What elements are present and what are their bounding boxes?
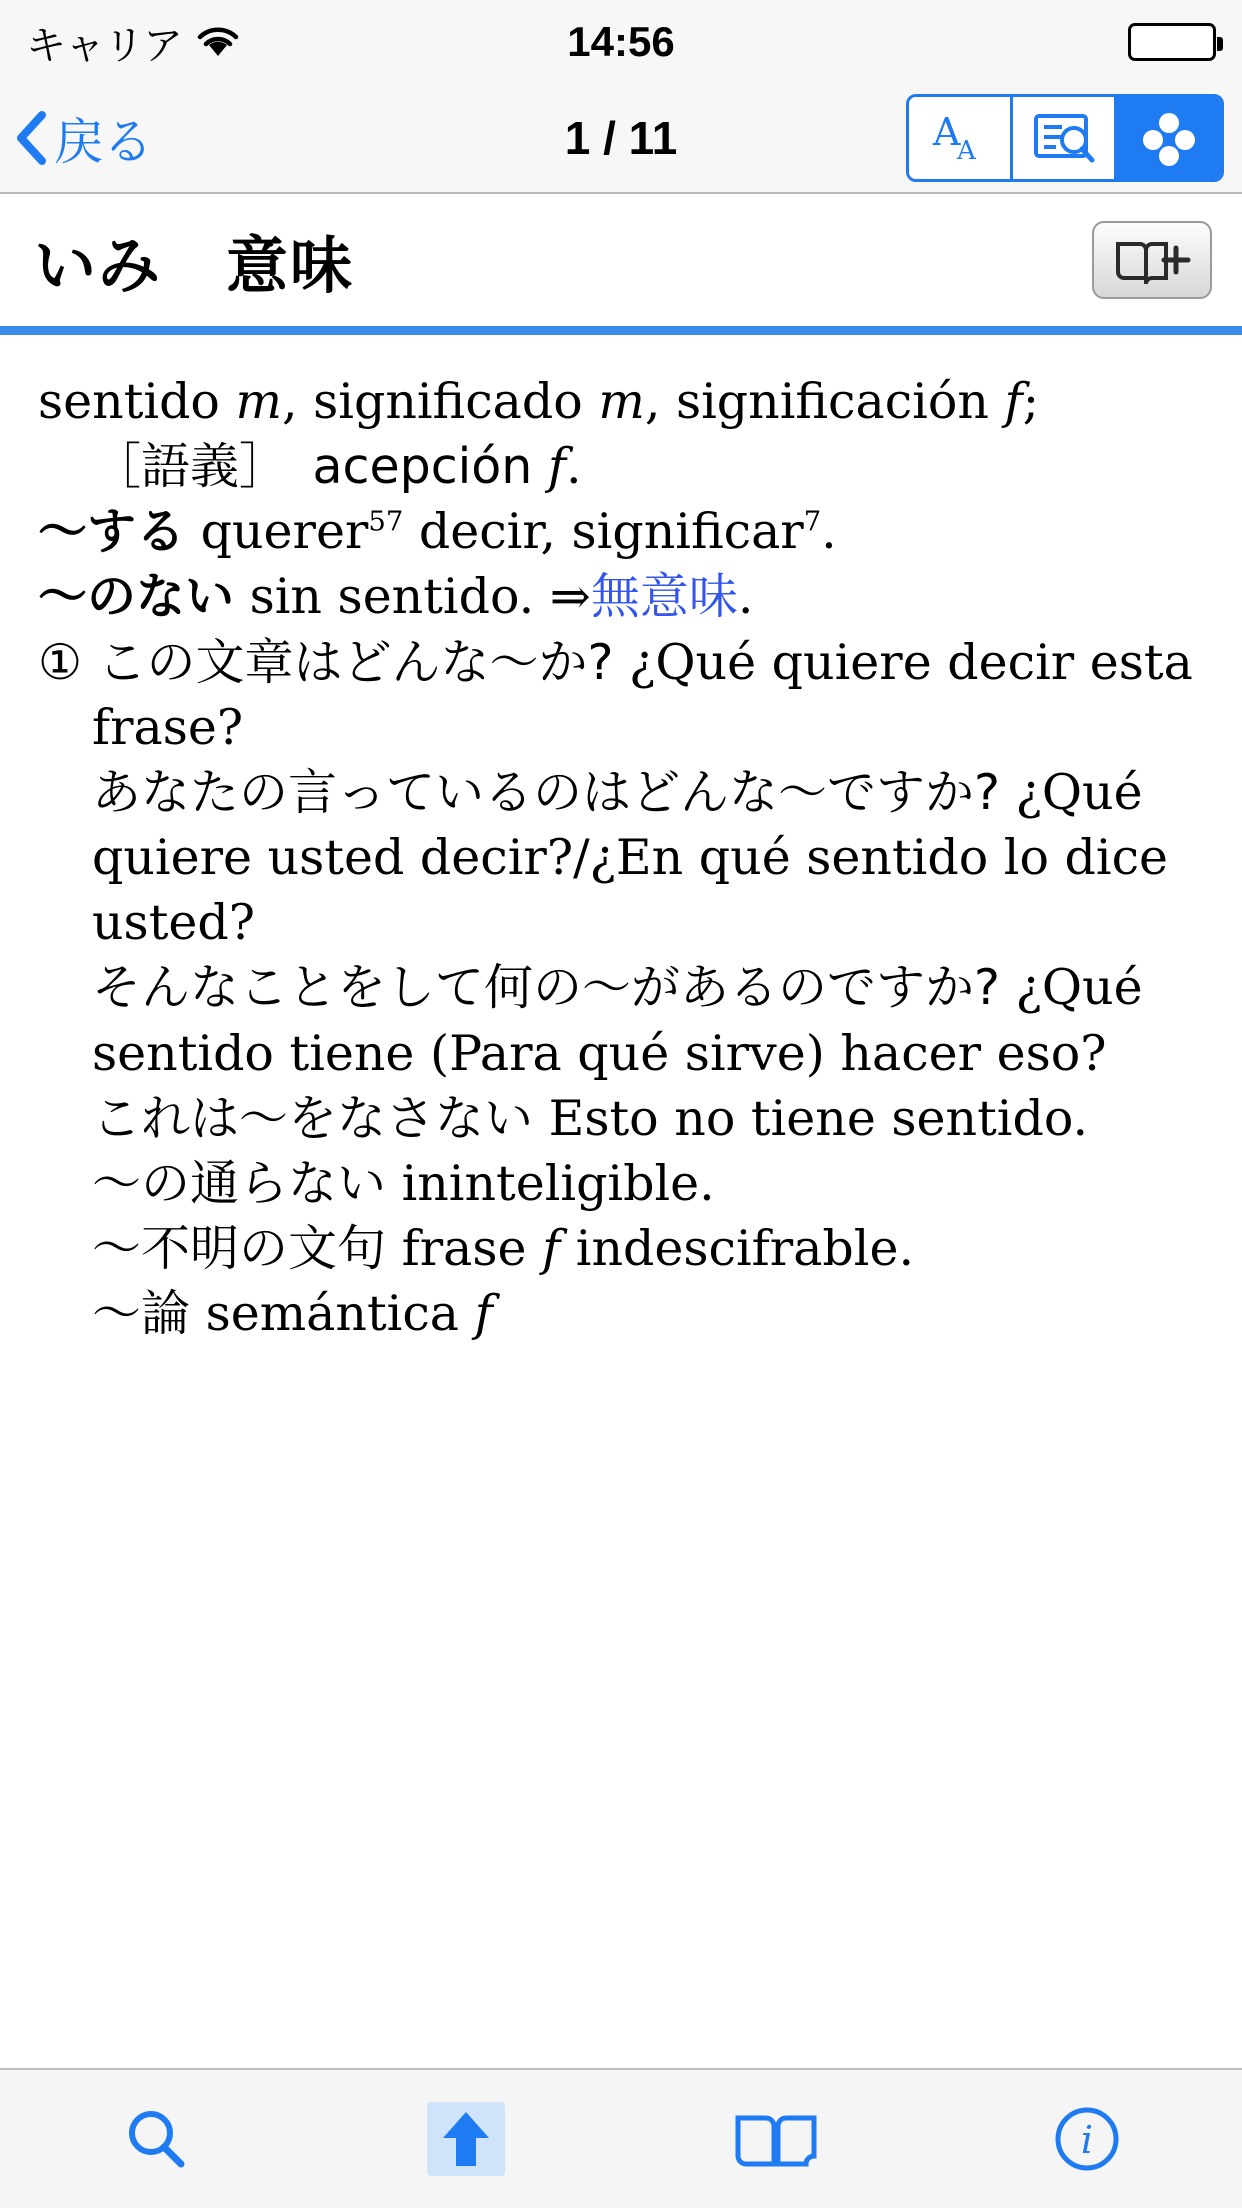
sense-period: . <box>566 438 582 496</box>
entry-line-sense <box>38 434 1210 499</box>
open-book-icon <box>733 2108 819 2170</box>
cross-reference-link[interactable]: 無意味 <box>590 568 738 626</box>
entry-line-nonai <box>38 564 1210 629</box>
up-arrow-icon <box>427 2102 505 2176</box>
back-button[interactable] <box>14 102 152 174</box>
example-3-jp: そんなことをして何の〜があるのですか? <box>92 959 1016 1017</box>
gender-marker-2: m <box>598 373 645 430</box>
tab-book[interactable] <box>621 2070 932 2208</box>
nav-bar <box>0 84 1242 194</box>
gender-marker-3: f <box>1004 373 1023 430</box>
example-1-jp: この文章はどんな〜か? <box>81 633 630 691</box>
definition-text-1: sentido <box>38 373 236 430</box>
status-right <box>1128 23 1216 61</box>
example-6-jp: 〜不明の文句 <box>92 1220 402 1278</box>
example-6-es-2: indescifrable. <box>560 1220 915 1278</box>
divider <box>0 326 1242 335</box>
headword-row <box>0 194 1242 326</box>
entry-line-suru <box>38 499 1210 564</box>
tab-jump-up[interactable] <box>311 2070 622 2208</box>
suru-text-1: querer <box>185 503 369 561</box>
example-2-es: ¿Qué quiere usted decir?/¿En qué sentido lo dice usted? <box>92 763 1169 952</box>
back-label: 戻る <box>54 114 152 170</box>
example-6-es-1: frase <box>401 1220 543 1278</box>
example-7-jp: 〜論 <box>92 1285 206 1343</box>
info-icon <box>1051 2103 1123 2175</box>
example-4-es: Esto no tiene sentido. <box>548 1089 1089 1147</box>
status-time: 14:56 <box>567 18 675 65</box>
dictionary-entry <box>38 369 1210 1346</box>
segmented-control <box>906 94 1224 182</box>
tab-search[interactable] <box>0 2070 311 2208</box>
page-title: いみ 意味 <box>34 228 355 302</box>
example-4-jp: これは〜をなさない <box>92 1089 549 1147</box>
example-2 <box>38 760 1210 955</box>
example-3 <box>38 955 1210 1085</box>
suru-text-2: decir, significar <box>403 503 804 561</box>
suru-superscript-2: 7 <box>803 506 822 538</box>
entry-content[interactable] <box>0 335 1242 2068</box>
status-bar <box>0 0 1242 84</box>
example-7-es-1: semántica <box>205 1285 475 1343</box>
svg-text:A: A <box>932 110 960 154</box>
chevron-left-icon <box>14 110 48 166</box>
example-7 <box>38 1281 1210 1346</box>
example-number: ① <box>38 633 82 691</box>
subentry-head-suru: 〜する <box>38 503 186 561</box>
definition-text-3: , significación <box>644 373 1005 430</box>
sense-label: ［語義］ acepción <box>92 438 548 496</box>
example-3-es: ¿Qué sentido tiene (Para qué sirve) hacer eso? <box>92 959 1143 1082</box>
nonai-text-2: . <box>737 568 754 626</box>
suru-superscript-1: 57 <box>368 506 404 538</box>
page-indicator: 1 / 11 <box>564 112 678 164</box>
tab-info[interactable] <box>932 2070 1242 2208</box>
magnifier-icon <box>119 2103 191 2175</box>
book-plus-icon[interactable] <box>1092 221 1212 299</box>
example-2-jp: あなたの言っているのはどんな〜ですか? <box>92 763 1016 821</box>
svg-text:A: A <box>956 136 976 166</box>
carrier-label: キャリア <box>26 23 182 68</box>
more-button[interactable] <box>1117 97 1221 179</box>
definition-text-2: , significado <box>281 373 599 430</box>
example-1 <box>38 630 1210 760</box>
layout-button[interactable] <box>1013 97 1117 179</box>
definition-text-4: ; <box>1022 373 1040 430</box>
example-5-es: ininteligible. <box>401 1154 715 1212</box>
example-6 <box>38 1216 1210 1281</box>
example-1-es: ¿Qué quiere decir esta frase? <box>92 633 1193 756</box>
nonai-text-1: sin sentido. ⇒ <box>234 568 591 626</box>
suru-text-3: . <box>821 503 837 561</box>
subentry-head-nonai: 〜のない <box>38 568 235 626</box>
gender-marker-1: m <box>235 373 282 430</box>
font-size-button[interactable] <box>909 97 1013 179</box>
svg-text:i: i <box>1080 2118 1093 2162</box>
gender-marker-5: f <box>542 1220 561 1278</box>
example-4 <box>38 1086 1210 1151</box>
gender-marker-4: f <box>547 438 567 496</box>
battery-full-icon <box>1128 23 1216 61</box>
gender-marker-6: f <box>474 1285 493 1343</box>
example-5-jp: 〜の通らない <box>92 1154 402 1212</box>
example-5 <box>38 1151 1210 1216</box>
entry-line-definition <box>38 369 1210 434</box>
tab-bar <box>0 2068 1242 2208</box>
